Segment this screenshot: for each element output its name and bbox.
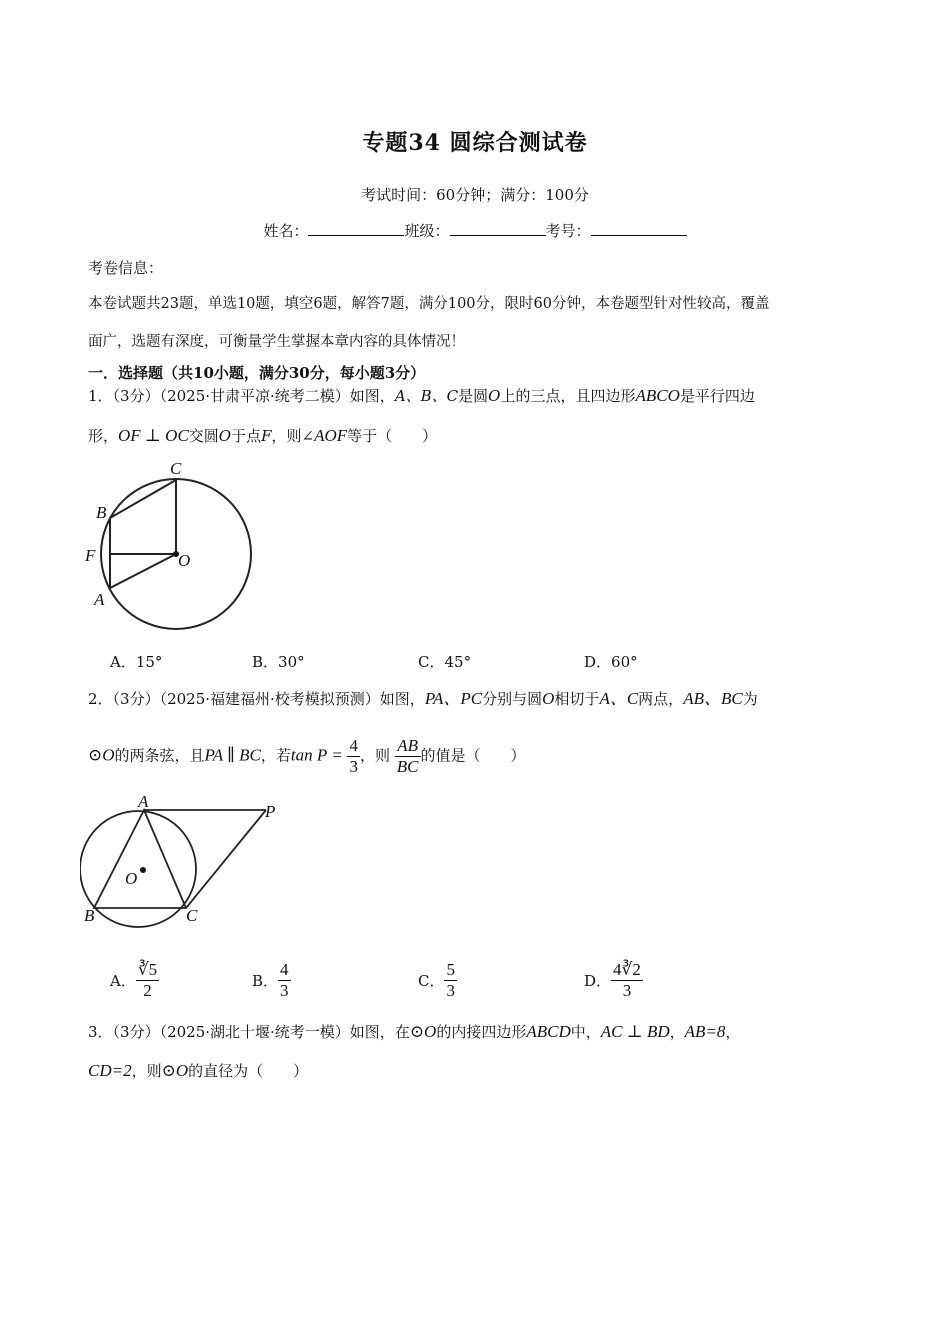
q1-option-b[interactable]: B．30° [252,653,305,671]
q3-line-1: 3．（3分）（2025·湖北十堰·统考一模）如图，在⊙O的内接四边形ABCD中，AC ⊥ BD，AB=8， [88,1022,741,1041]
q1-label-c: C [170,459,182,478]
q2-tangent-pc [186,810,266,908]
number-blank[interactable] [591,223,687,236]
q1-label-f: F [85,546,96,565]
q1-line-1: 1．（3分）（2025·甘肃平凉·统考二模）如图，A、B、C是圆O上的三点，且四边形ABCO是平行四边 [88,386,755,405]
q2-figure [80,793,290,933]
student-fields [0,220,950,241]
class-blank[interactable] [450,223,546,236]
q1-label-o: O [178,551,191,570]
q3-line-2: CD=2，则⊙O的直径为（ ） [88,1061,309,1080]
info-heading: 考卷信息： [88,259,164,277]
q2-option-c[interactable]: C． $\frac{5}{3}$ [418,960,455,1000]
number-label: 考号： [545,222,591,240]
info-text-2: 面广，选题有深度，可衡量学生掌握本章内容的具体情况！ [88,334,465,350]
section-1-heading: 一．选择题（共10小题，满分30分，每小题3分） [88,364,426,382]
class-label: 班级： [404,222,450,240]
info-text-1: 本卷试题共23题，单选10题，填空6题，解答7题，满分100分，限时60分钟，本卷题型针对性较高，覆盖 [88,296,770,312]
q1-label-b: B [96,503,107,522]
q2-label-a: A [138,793,149,811]
q2-triangle [94,810,186,908]
name-blank[interactable] [308,223,404,236]
exam-time-info: 考试时间：60分钟；满分：100分 [361,186,589,204]
q1-option-c[interactable]: C．45° [418,653,472,671]
q2-center-dot [140,867,146,873]
q2-option-b[interactable]: B． $\frac{4}{3}$ [252,960,289,1000]
q2-line-1: 2．（3分）（2025·福建福州·校考模拟预测）如图，PA、PC分别与圆O相切于A、C两点，AB、BC为 [88,689,758,708]
q1-label-a: A [94,590,105,609]
q1-line-2: 形，OF ⊥ OC交圆O于点F，则∠AOF等于（ ） [88,426,438,445]
q1-parallelogram [110,480,176,588]
q2-circle [80,811,196,927]
q2-option-a[interactable]: A． $\frac{∛5}{2}$ [110,960,158,1000]
q2-label-o: O [125,869,138,888]
q1-option-a[interactable]: A．15° [110,653,163,671]
q1-figure [80,455,260,640]
q2-option-d[interactable]: D． $\frac{4∛2}{3}$ [584,960,641,1000]
q2-label-p: P [265,802,276,821]
page-title: 专题34 圆综合测试卷 [362,130,588,156]
q2-label-c: C [186,906,198,925]
q2-line-2: ⊙O的两条弦，且PA ∥ BC，若tan P = $\frac{4}{3}$ ，则 $\frac{AB}{BC}$ 的值是（ ） [88,736,526,776]
q2-label-b: B [84,906,95,925]
q2-ratio-fraction: $\frac{AB}{BC}$ [396,736,419,776]
q1-option-d[interactable]: D．60° [584,653,638,671]
name-label: 姓名： [263,222,309,240]
q2-tan-fraction: $\frac{4}{3}$ [349,736,358,776]
